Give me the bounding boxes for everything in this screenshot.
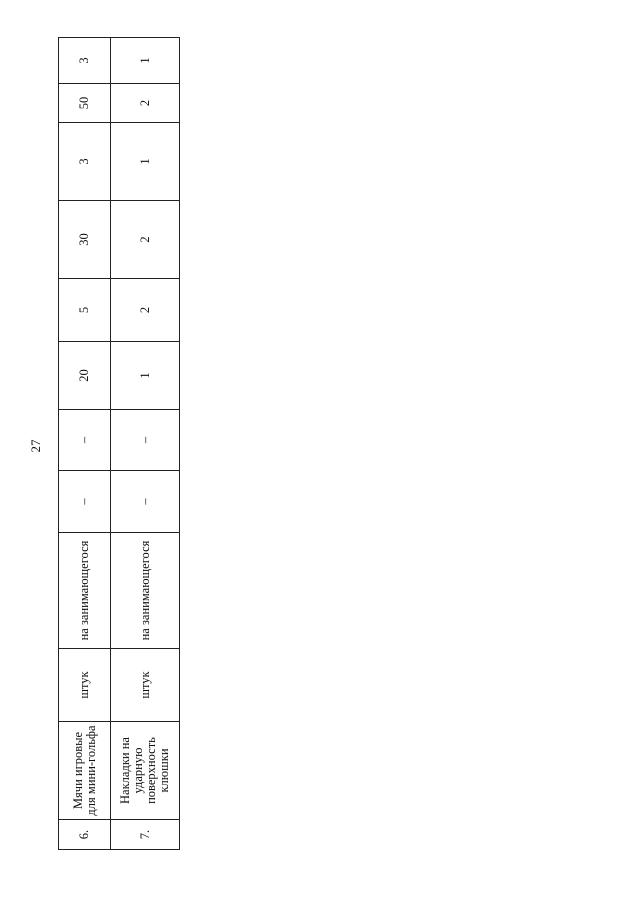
unit-cell: штук [111, 649, 180, 722]
value-cell: 1 [111, 342, 180, 410]
value-cell: 50 [59, 84, 111, 123]
value-cell: 2 [111, 279, 180, 342]
value-cell: – [59, 410, 111, 471]
value-cell: 1 [111, 38, 180, 84]
item-name-cell: Накладки на ударную поверхность клюшки [111, 722, 180, 820]
value-cell: 20 [59, 342, 111, 410]
value-cell: – [59, 471, 111, 533]
value-cell: 2 [111, 201, 180, 279]
value-cell: – [111, 471, 180, 533]
value-cell: 3 [59, 123, 111, 201]
table-row [111, 38, 180, 850]
table-row [59, 38, 111, 850]
unit-cell: штук [59, 649, 111, 722]
value-cell: 30 [59, 201, 111, 279]
item-name-cell: Мячи игровые для мини-гольфа [59, 722, 111, 820]
value-cell: 5 [59, 279, 111, 342]
row-number-cell: 6. [59, 820, 111, 850]
page-number-text: 27 [28, 439, 43, 453]
row-number-cell: 7. [111, 820, 180, 850]
equipment-table-container [58, 38, 179, 850]
value-cell: 2 [111, 84, 180, 123]
equipment-table [58, 37, 180, 850]
basis-cell: на занимающегося [59, 533, 111, 649]
basis-cell: на занимающегося [111, 533, 180, 649]
value-cell: 3 [59, 38, 111, 84]
value-cell: – [111, 410, 180, 471]
value-cell: 1 [111, 123, 180, 201]
